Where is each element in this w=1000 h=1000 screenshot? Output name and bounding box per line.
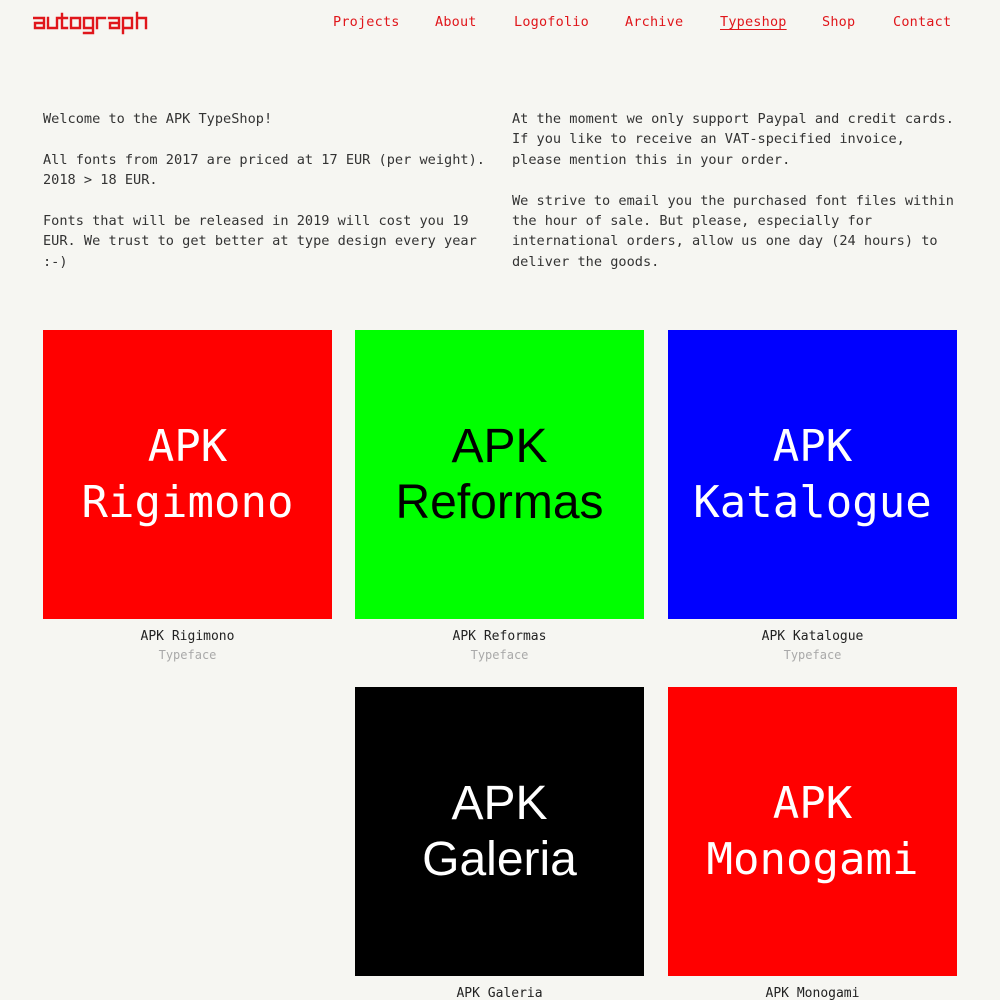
tile-line-2: Galeria: [422, 832, 577, 886]
font-name[interactable]: APK Galeria: [456, 986, 543, 1000]
tile-line-2: Reformas: [395, 475, 604, 529]
font-name[interactable]: APK Katalogue: [761, 629, 864, 644]
intro-left-column: [43, 109, 488, 293]
nav-typeshop[interactable]: Typeshop: [720, 14, 787, 30]
font-tile-reformas[interactable]: [355, 330, 644, 619]
nav-contact[interactable]: Contact: [893, 14, 952, 30]
font-card-galeria: [355, 687, 644, 1000]
tile-line-2: Monogami: [706, 833, 919, 885]
font-tile-rigimono[interactable]: [43, 330, 332, 619]
nav-archive[interactable]: Archive: [625, 14, 684, 30]
intro-pricing-2017: All fonts from 2017 are priced at 17 EUR (per weight). 2018 > 18 EUR.: [43, 151, 485, 189]
tile-line-2: Katalogue: [693, 476, 932, 528]
intro-welcome: Welcome to the APK TypeShop!: [43, 111, 273, 127]
font-name[interactable]: APK Rigimono: [140, 629, 235, 644]
main-nav: [0, 14, 1000, 34]
nav-projects[interactable]: Projects: [333, 14, 400, 30]
nav-logofolio[interactable]: Logofolio: [514, 14, 589, 30]
font-card-katalogue: [668, 330, 957, 662]
tile-line-1: APK: [451, 776, 548, 830]
intro-delivery: We strive to email you the purchased font files within the hour of sale. But please, especially for international orders, allow us one day (24 hours) to deliver the goods.: [512, 192, 954, 270]
tile-line-1: APK: [772, 420, 853, 472]
tile-line-1: APK: [772, 777, 853, 829]
font-kind: Typeface: [158, 648, 217, 662]
font-card-rigimono: [43, 330, 332, 662]
nav-shop[interactable]: Shop: [822, 14, 856, 30]
font-name[interactable]: APK Reformas: [452, 629, 547, 644]
intro-right-column: [512, 109, 957, 293]
font-card-reformas: [355, 330, 644, 662]
font-name[interactable]: APK Monogami: [765, 986, 860, 1000]
tile-line-1: APK: [451, 419, 548, 473]
font-tile-katalogue[interactable]: [668, 330, 957, 619]
tile-line-1: APK: [147, 420, 228, 472]
font-kind: Typeface: [783, 648, 842, 662]
font-kind: Typeface: [470, 648, 529, 662]
intro-payment: At the moment we only support Paypal and credit cards. If you like to receive an VAT-specified invoice, please mention this in your order.: [512, 111, 954, 168]
font-card-monogami: [668, 687, 957, 1000]
intro-pricing-2019: Fonts that will be released in 2019 will cost you 19 EUR. We trust to get better at type design every year :-): [43, 213, 477, 270]
tile-line-2: Rigimono: [81, 476, 294, 528]
nav-about[interactable]: About: [435, 14, 477, 30]
font-tile-monogami[interactable]: [668, 687, 957, 976]
font-tile-galeria[interactable]: [355, 687, 644, 976]
